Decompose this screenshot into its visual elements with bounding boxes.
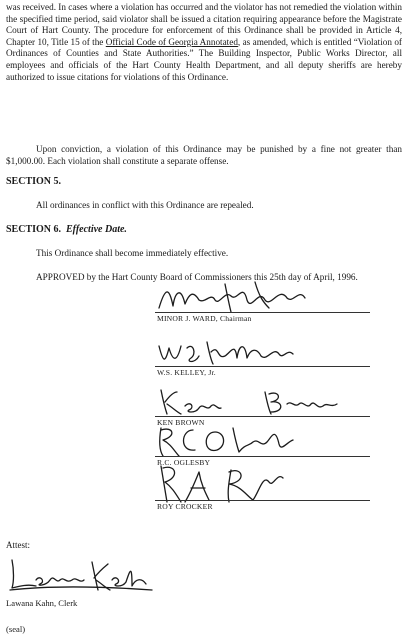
enforcement-paragraph bbox=[6, 2, 402, 83]
approved-statement: APPROVED by the Hart County Board of Commissioners this 25th day of April, 1996. bbox=[36, 272, 358, 282]
conviction-paragraph: Upon conviction, a violation of this Ordinance may be punished by a fine not greater than $1,000.00. Each violation shall constitute a separate offense. bbox=[6, 144, 402, 166]
signature-line bbox=[155, 416, 370, 417]
signature-block-crocker bbox=[155, 462, 370, 511]
clerk-name: Lawana Kahn, Clerk bbox=[6, 598, 78, 608]
code-reference-link: Official Code of Georgia Annotated bbox=[105, 36, 238, 47]
section-5-text: All ordinances in conflict with this Ordinance are repealed. bbox=[36, 200, 254, 210]
signature-block-chairman bbox=[155, 278, 370, 322]
signature-line bbox=[155, 500, 370, 501]
enforcement-text: was received. In cases where a violation has occurred and the violator has not remedied the violation within the specified time period, said violator shall be issued a citation requiring appearance before the Magistrate Court of Hart County. The procedure for enforcement of this Ordinance shall be provided in Article 4, Chapter 10, Title 15 of the bbox=[6, 2, 402, 47]
seal-label: (seal) bbox=[6, 624, 26, 634]
handwritten-signature-kahn bbox=[6, 556, 156, 596]
signature-line bbox=[155, 312, 370, 313]
signer-name: R.C. OGLESBY bbox=[157, 458, 211, 467]
section-6-text: This Ordinance shall become immediately effective. bbox=[36, 248, 229, 258]
section-6-subheading: Effective Date. bbox=[66, 224, 127, 235]
signature-block-kelley bbox=[155, 334, 370, 378]
signature-block-brown bbox=[155, 382, 370, 426]
signature-line bbox=[155, 366, 370, 367]
attest-label: Attest: bbox=[6, 540, 30, 550]
signer-name: ROY CROCKER bbox=[157, 502, 213, 511]
signature-block-oglesby bbox=[155, 422, 370, 466]
section-5-heading: SECTION 5. bbox=[6, 176, 62, 187]
signature-line bbox=[155, 456, 370, 457]
section-6-number: SECTION 6. bbox=[6, 224, 62, 235]
section-6-heading bbox=[6, 224, 127, 235]
signer-name: KEN BROWN bbox=[157, 418, 205, 427]
signer-name: MINOR J. WARD, Chairman bbox=[157, 314, 252, 323]
enforcement-text-rest: , as amended, which is entitled “Violation of Ordinances of Counties and State Authorities.” The Building Inspector, Public Works Director, all employees and officials of the Hart County Health Department, and all deputy sheriffs are hereby authorized to issue citations for violations of this Ordinance. bbox=[6, 36, 402, 82]
signer-name: W.S. KELLEY, Jr. bbox=[157, 368, 216, 377]
